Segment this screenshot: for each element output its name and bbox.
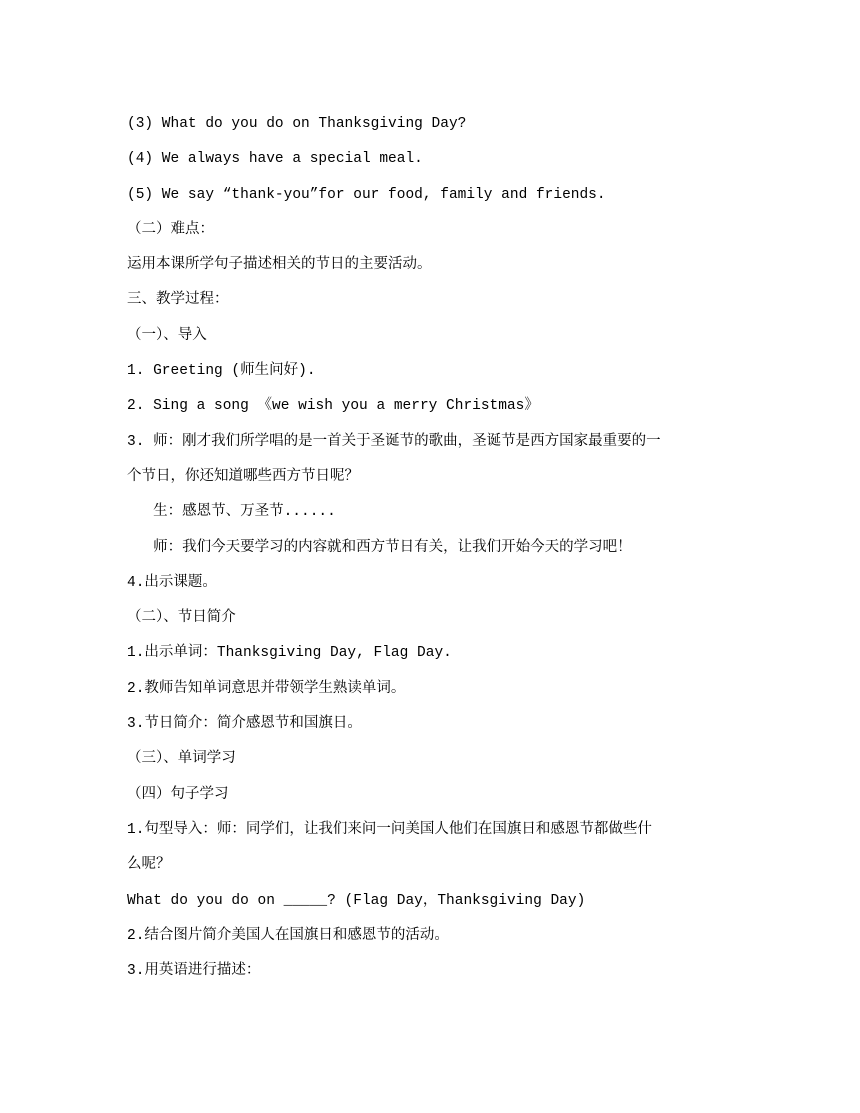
document-body xyxy=(127,111,747,993)
step-teacher-question-cont: 个节日，你还知道哪些西方节日呢？ xyxy=(127,468,359,485)
teacher-remark: 师：我们今天要学习的内容就和西方节日有关，让我们开始今天的学习吧！ xyxy=(127,539,632,556)
step-describe-english: 3.用英语进行描述： xyxy=(127,963,261,980)
step-song: 2. Sing a song 《we wish you a merry Christmas》 xyxy=(127,398,539,415)
step-teacher-question: 3. 师：刚才我们所学唱的是一首关于圣诞节的歌曲，圣诞节是西方国家最重要的一 xyxy=(127,433,661,450)
section-heading-process: 三、教学过程： xyxy=(127,292,229,309)
step-greeting: 1. Greeting (师生问好). xyxy=(127,363,316,380)
subsection-heading-sentence: （四）句子学习 xyxy=(127,786,229,803)
sentence-item-3: (3) What do you do on Thanksgiving Day? xyxy=(127,116,467,132)
student-answer: 生：感恩节、万圣节...... xyxy=(127,504,336,521)
paragraph-difficulty: 运用本课所学句子描述相关的节日的主要活动。 xyxy=(127,257,432,274)
step-festival-intro: 3.节日简介：简介感恩节和国旗日。 xyxy=(127,716,362,733)
step-picture-intro: 2.结合图片简介美国人在国旗日和感恩节的活动。 xyxy=(127,927,449,944)
step-show-title: 4.出示课题。 xyxy=(127,574,217,591)
section-heading-difficulty: （二）难点： xyxy=(127,221,214,238)
sentence-item-5: (5) We say “thank-you”for our food, family and friends. xyxy=(127,186,606,203)
step-teacher-explain: 2.教师告知单词意思并带领学生熟读单词。 xyxy=(127,680,406,697)
step-sentence-intro-cont: 么呢？ xyxy=(127,857,171,874)
subsection-heading-festival: （二）、节日简介 xyxy=(127,610,236,627)
subsection-heading-vocab: （三）、单词学习 xyxy=(127,751,236,768)
step-show-words: 1.出示单词：Thanksgiving Day, Flag Day. xyxy=(127,645,452,662)
step-sentence-intro: 1.句型导入：师：同学们，让我们来问一问美国人他们在国旗日和感恩节都做些什 xyxy=(127,821,652,838)
subsection-heading-intro: （一）、导入 xyxy=(127,327,207,344)
sentence-pattern: What do you do on _____? (Flag Day，Thanksgiving Day) xyxy=(127,892,586,909)
sentence-item-4: (4) We always have a special meal. xyxy=(127,151,423,168)
